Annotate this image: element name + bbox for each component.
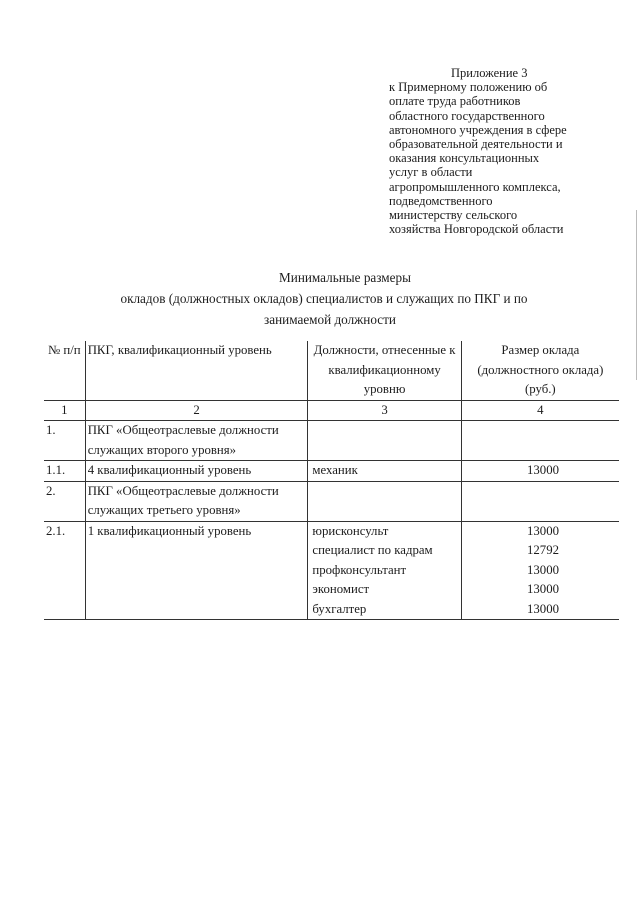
row-level: 1 квалификационный уровень bbox=[85, 521, 308, 541]
table-row bbox=[44, 461, 619, 482]
col-number: 3 bbox=[308, 400, 461, 421]
header-pkg: ПКГ, квалификационный уровень bbox=[85, 341, 308, 400]
annex-line: подведомственного bbox=[389, 193, 493, 208]
salary-table bbox=[44, 341, 619, 620]
row-salary bbox=[461, 421, 619, 461]
annex-line: оплате труда работников bbox=[389, 94, 521, 109]
row-position bbox=[308, 421, 461, 461]
row-position: специалист по кадрам bbox=[308, 541, 461, 561]
heading-line-3: занимаемой должности bbox=[264, 312, 396, 327]
annex-line: образовательной деятельности и bbox=[389, 137, 563, 152]
row-salary: 12792 bbox=[527, 543, 559, 557]
col-number: 2 bbox=[85, 400, 308, 421]
annex-line: услуг в области bbox=[389, 165, 473, 180]
heading-line-1: Минимальные размеры bbox=[279, 270, 411, 285]
row-num: 2.1. bbox=[44, 521, 85, 541]
row-level: 4 квалификационный уровень bbox=[85, 461, 308, 482]
header-salary: Размер оклада (должностного оклада) (руб.) bbox=[461, 341, 619, 400]
header-num: № п/п bbox=[44, 341, 85, 400]
scan-edge-mark bbox=[636, 210, 637, 380]
row-group: ПКГ «Общеотраслевые должности служащих второго уровня» bbox=[85, 421, 308, 461]
row-num: 2. bbox=[44, 481, 85, 521]
row-salary bbox=[461, 481, 619, 521]
row-position: механик bbox=[308, 461, 461, 482]
table-row bbox=[44, 541, 619, 561]
table-header-row bbox=[44, 341, 619, 400]
annex-line: автономного учреждения в сфере bbox=[389, 122, 567, 137]
row-salary: 13000 bbox=[527, 582, 559, 596]
annex-line: к Примерному положению об bbox=[389, 80, 548, 95]
header-positions: Должности, отнесенные к квалификационному уровню bbox=[308, 341, 461, 400]
annex-line: хозяйства Новгородской области bbox=[389, 222, 564, 237]
annex-line: оказания консультационных bbox=[389, 151, 540, 166]
row-num: 1.1. bbox=[44, 461, 85, 482]
table-row bbox=[44, 561, 619, 581]
row-position bbox=[308, 481, 461, 521]
col-number: 1 bbox=[44, 400, 85, 421]
row-position: экономист bbox=[308, 580, 461, 600]
row-salary: 13000 bbox=[527, 523, 559, 538]
annex-title: Приложение 3 bbox=[451, 66, 528, 80]
heading-line-2: окладов (должностных окладов) специалистов и служащих по ПКГ и по bbox=[120, 291, 528, 306]
annex-line: министерству сельского bbox=[389, 208, 518, 223]
annex-block bbox=[389, 66, 609, 236]
annex-line: областного государственного bbox=[389, 108, 545, 123]
row-salary: 13000 bbox=[461, 461, 619, 482]
annex-line: агропромышленного комплекса, bbox=[389, 179, 561, 194]
row-position: юрисконсульт bbox=[308, 521, 461, 541]
row-salary: 13000 bbox=[527, 562, 559, 577]
row-salary: 13000 bbox=[461, 600, 619, 620]
table-row bbox=[44, 580, 619, 600]
row-group: ПКГ «Общеотраслевые должности служащих третьего уровня» bbox=[85, 481, 308, 521]
row-position: бухгалтер bbox=[308, 600, 461, 620]
table-row bbox=[44, 521, 619, 541]
table-row bbox=[44, 421, 619, 461]
column-numbers-row bbox=[44, 400, 619, 421]
table-row bbox=[44, 600, 619, 620]
col-number: 4 bbox=[461, 400, 619, 421]
document-heading bbox=[0, 267, 640, 330]
row-position: профконсультант bbox=[308, 561, 461, 581]
row-num: 1. bbox=[44, 421, 85, 461]
table-row bbox=[44, 481, 619, 521]
